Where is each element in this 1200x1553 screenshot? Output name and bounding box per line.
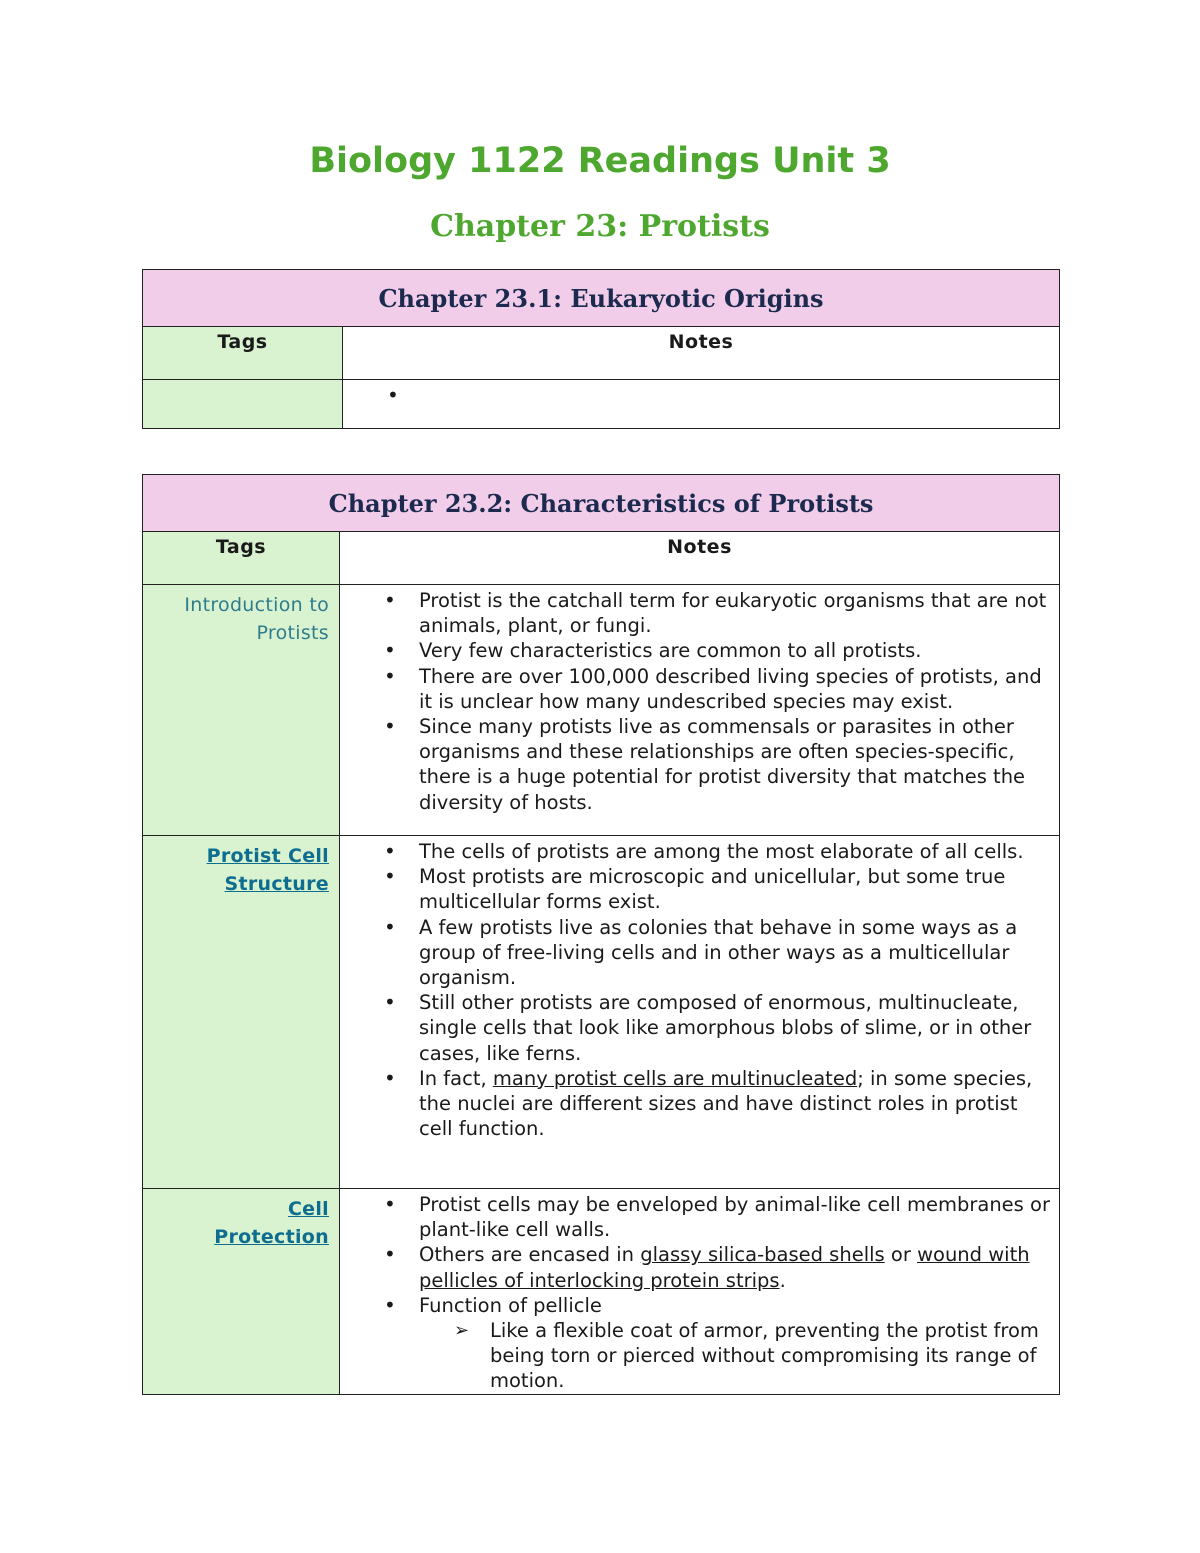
notes-column-header: Notes — [340, 532, 1060, 585]
empty-tag-cell[interactable] — [143, 380, 343, 429]
note-item: • A few protists live as colonies that behave in some ways as a group of free-living cells and in other ways as a multicellular organism. — [340, 915, 1051, 991]
underlined-phrase: wound with pellicles of interlocking protein strips — [419, 1243, 1030, 1292]
note-item: • Protist is the catchall term for eukaryotic organisms that are not animals, plant, or fungi. — [340, 588, 1051, 638]
empty-notes-cell[interactable] — [343, 380, 1060, 429]
note-item: • Since many protists live as commensals or parasites in other organisms and these relationships are often species-specific, there is a huge potential for protist diversity that matches the diversity of hosts. — [340, 714, 1051, 815]
note-item: • There are over 100,000 described living species of protists, and it is unclear how many undescribed species may exist. — [340, 664, 1051, 714]
notes-cell — [340, 1189, 1060, 1395]
tag-cell-protist-cell-structure[interactable] — [143, 836, 340, 1189]
tag-label: Introduction to — [184, 594, 329, 616]
underlined-phrase: glassy silica-based shells — [640, 1243, 885, 1267]
note-item: • Still other protists are composed of enormous, multinucleate, single cells that look like amorphous blobs of slime, or in other cases, like ferns. — [340, 990, 1051, 1066]
section-table-23-2 — [142, 474, 1060, 1395]
notes-cell — [340, 585, 1060, 836]
section-table-23-1 — [142, 269, 1060, 429]
tag-link-protist-cell-structure[interactable]: Protist Cell Structure — [206, 845, 329, 895]
tag-cell-cell-protection[interactable] — [143, 1189, 340, 1395]
sub-note-item: ➢ Like a flexible coat of armor, preventing the protist from being torn or pierced without compromising its range of motion. — [340, 1318, 1051, 1394]
note-item: • Function of pellicle ➢ Like a flexible coat of armor, preventing the protist from being torn or pierced without compromising its range of motion. — [340, 1293, 1051, 1394]
empty-bullet — [343, 383, 1051, 408]
page-subtitle: Chapter 23: Protists — [430, 209, 770, 244]
note-item: • Protist cells may be enveloped by animal-like cell membranes or plant-like cell walls. — [340, 1192, 1051, 1242]
notes-cell — [340, 836, 1060, 1189]
section-heading: Chapter 23.1: Eukaryotic Origins — [143, 270, 1060, 327]
note-item: • In fact, many protist cells are multinucleated; in some species, the nuclei are different sizes and have distinct roles in protist cell function. — [340, 1066, 1051, 1142]
note-item: • The cells of protists are among the most elaborate of all cells. — [340, 839, 1051, 864]
tag-link-cell-protection[interactable]: Cell Protection — [214, 1198, 329, 1248]
note-item: • Very few characteristics are common to all protists. — [340, 638, 1051, 663]
tags-column-header: Tags — [143, 532, 340, 585]
tag-label: Protists — [256, 622, 329, 644]
underlined-phrase: many protist cells are multinucleated — [492, 1066, 858, 1090]
note-item: • Most protists are microscopic and unicellular, but some true multicellular forms exist. — [340, 864, 1051, 914]
page-title: Biology 1122 Readings Unit 3 — [309, 141, 891, 181]
section-heading: Chapter 23.2: Characteristics of Protists — [143, 475, 1060, 532]
tags-column-header: Tags — [143, 327, 343, 380]
notes-column-header: Notes — [343, 327, 1060, 380]
tag-cell-introduction — [143, 585, 340, 836]
note-item: • Others are encased in glassy silica-based shells or wound with pellicles of interlocking protein strips. — [340, 1242, 1051, 1292]
